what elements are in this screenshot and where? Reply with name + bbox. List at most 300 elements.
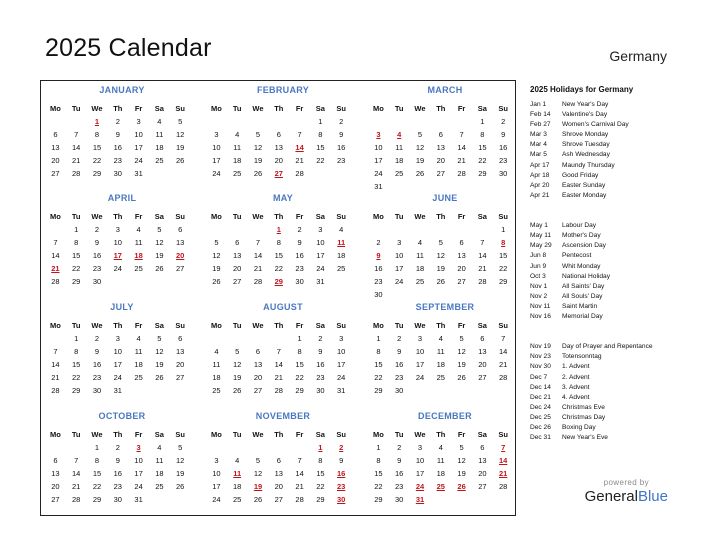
day-cell: 31: [134, 169, 143, 178]
day-cell: 9: [501, 130, 506, 139]
day-cell: 18: [155, 469, 164, 478]
day-cell: 28: [499, 373, 508, 382]
holiday-date: Jun 8: [530, 252, 547, 260]
day-cell: 29: [72, 277, 81, 286]
day-cell: 14: [51, 251, 60, 260]
day-cell: 20: [457, 264, 466, 273]
day-cell: 28: [72, 169, 81, 178]
day-cell: 11: [134, 238, 143, 247]
day-cell: 26: [155, 264, 164, 273]
day-cell: 6: [235, 238, 240, 247]
empty-day-cell: [493, 288, 514, 301]
day-cell: 17: [212, 482, 221, 491]
holiday-date: Nov 19: [530, 343, 551, 351]
holiday-date: Nov 1: [530, 282, 548, 290]
weekday-header: We: [252, 321, 264, 330]
holiday-name: Ascension Day: [562, 242, 606, 250]
day-cell: 1: [318, 117, 323, 126]
holiday-list-title: 2025 Holidays for Germany: [530, 85, 634, 94]
day-cell: 19: [155, 360, 164, 369]
day-cell: 23: [92, 373, 102, 382]
day-cell: 31: [374, 182, 383, 191]
month-title: JANUARY: [99, 85, 145, 95]
month-title: APRIL: [107, 193, 137, 203]
day-cell: 18: [233, 156, 242, 165]
day-cell: 26: [212, 277, 221, 286]
day-cell: 6: [438, 130, 443, 139]
empty-day-cell: [430, 180, 451, 193]
empty-day-cell: [410, 223, 431, 236]
month-title: AUGUST: [263, 302, 303, 312]
day-cell: 30: [113, 169, 122, 178]
day-cell: 6: [276, 456, 281, 465]
holiday-row: [530, 221, 706, 231]
weekday-header: Tu: [232, 430, 242, 439]
day-cell: 8: [297, 347, 302, 356]
day-cell: 7: [297, 130, 302, 139]
weekday-header: Th: [274, 321, 284, 330]
holiday-day-cell: 11: [337, 238, 346, 247]
empty-day-cell: [227, 223, 248, 236]
weekday-header: Th: [113, 430, 123, 439]
day-cell: 17: [113, 360, 122, 369]
empty-day-cell: [451, 493, 472, 506]
day-cell: 30: [113, 495, 122, 504]
day-cell: 10: [113, 238, 122, 247]
day-cell: 6: [255, 347, 261, 356]
empty-day-cell: [170, 275, 191, 288]
day-cell: 5: [157, 225, 162, 234]
weekday-header: Fr: [134, 321, 143, 330]
day-cell: 1: [74, 225, 79, 234]
day-cell: 7: [53, 347, 58, 356]
branding: [585, 478, 668, 505]
day-cell: 25: [415, 277, 425, 286]
empty-day-cell: [170, 167, 191, 180]
day-cell: 5: [255, 456, 261, 465]
weekday-header: Fr: [295, 430, 304, 439]
day-cell: 24: [113, 264, 122, 273]
month-day-grid: [206, 210, 360, 288]
holiday-date: Apr 21: [530, 191, 550, 199]
day-cell: 20: [51, 156, 60, 165]
day-cell: 23: [337, 156, 346, 165]
day-cell: 19: [176, 469, 185, 478]
day-cell: 7: [255, 238, 261, 247]
day-cell: 10: [415, 347, 425, 356]
day-cell: 3: [417, 334, 423, 343]
day-cell: 10: [316, 238, 325, 247]
holiday-row: [530, 312, 706, 322]
weekday-header: Sa: [154, 104, 164, 113]
day-cell: 1: [376, 334, 381, 343]
day-cell: 7: [53, 238, 58, 247]
empty-day-cell: [45, 223, 66, 236]
holiday-row: [530, 302, 706, 312]
day-cell: 22: [92, 482, 102, 491]
empty-day-cell: [170, 493, 191, 506]
holiday-date: Jun 9: [530, 262, 547, 270]
day-cell: 17: [374, 156, 383, 165]
holiday-day-cell: 23: [337, 482, 346, 491]
month-october: [45, 411, 199, 517]
day-cell: 12: [253, 143, 263, 152]
empty-day-cell: [128, 275, 149, 288]
day-cell: 18: [395, 156, 404, 165]
day-cell: 25: [212, 386, 221, 395]
empty-day-cell: [268, 441, 289, 454]
day-cell: 29: [295, 386, 304, 395]
day-cell: 31: [113, 386, 122, 395]
weekday-header: Sa: [315, 104, 325, 113]
day-cell: 13: [233, 251, 242, 260]
weekday-header: Mo: [372, 321, 384, 330]
day-cell: 7: [297, 456, 302, 465]
day-cell: 4: [417, 238, 423, 247]
day-cell: 18: [436, 360, 445, 369]
weekday-header: We: [414, 321, 426, 330]
weekday-header: We: [91, 212, 103, 221]
empty-day-cell: [410, 115, 431, 128]
empty-day-cell: [206, 115, 227, 128]
empty-day-cell: [149, 384, 170, 397]
day-cell: 29: [316, 495, 325, 504]
weekday-header: We: [91, 104, 103, 113]
day-cell: 26: [155, 373, 164, 382]
day-cell: 4: [235, 456, 240, 465]
day-cell: 12: [253, 469, 263, 478]
day-cell: 16: [113, 469, 122, 478]
day-cell: 2: [397, 334, 402, 343]
day-cell: 10: [337, 347, 346, 356]
weekday-header: Su: [175, 104, 185, 113]
day-cell: 25: [233, 169, 242, 178]
day-cell: 27: [176, 373, 185, 382]
weekday-header: Mo: [210, 104, 222, 113]
day-cell: 16: [92, 251, 102, 260]
holiday-day-cell: 3: [136, 443, 141, 452]
day-cell: 19: [253, 156, 263, 165]
day-cell: 14: [274, 360, 283, 369]
day-cell: 13: [274, 143, 283, 152]
holiday-day-cell: 19: [253, 482, 263, 491]
day-cell: 9: [339, 456, 344, 465]
day-cell: 24: [316, 264, 325, 273]
day-cell: 2: [376, 238, 381, 247]
day-cell: 27: [478, 373, 487, 382]
day-cell: 21: [478, 264, 487, 273]
day-cell: 8: [276, 238, 281, 247]
day-cell: 6: [178, 334, 183, 343]
holiday-row: [530, 130, 706, 140]
month-title: MARCH: [427, 85, 463, 95]
day-cell: 3: [318, 225, 323, 234]
holiday-name: Good Friday: [562, 171, 599, 179]
day-cell: 9: [115, 456, 120, 465]
day-cell: 3: [115, 225, 120, 234]
weekday-header: Mo: [372, 104, 384, 113]
holiday-name: National Holiday: [562, 272, 611, 280]
day-cell: 4: [136, 334, 141, 343]
day-cell: 25: [134, 264, 143, 273]
day-cell: 19: [212, 264, 221, 273]
day-cell: 23: [499, 156, 508, 165]
day-cell: 5: [178, 117, 183, 126]
empty-day-cell: [472, 384, 493, 397]
powered-by-label: powered by: [603, 478, 649, 487]
day-cell: 22: [374, 482, 383, 491]
holiday-name: Easter Monday: [562, 191, 607, 199]
day-cell: 8: [74, 238, 79, 247]
day-cell: 15: [374, 469, 383, 478]
day-cell: 16: [499, 143, 508, 152]
holiday-row: [530, 231, 706, 241]
holiday-name: All Souls' Day: [562, 292, 603, 300]
holiday-name: Memorial Day: [562, 312, 603, 320]
day-cell: 10: [134, 130, 143, 139]
empty-day-cell: [149, 167, 170, 180]
day-cell: 29: [374, 495, 383, 504]
empty-day-cell: [45, 441, 66, 454]
holiday-row: [530, 272, 706, 282]
empty-day-cell: [368, 223, 389, 236]
empty-day-cell: [66, 115, 87, 128]
empty-day-cell: [451, 180, 472, 193]
empty-day-cell: [451, 288, 472, 301]
day-cell: 24: [134, 156, 143, 165]
day-cell: 30: [316, 386, 325, 395]
weekday-header: Tu: [394, 104, 404, 113]
day-cell: 23: [395, 482, 404, 491]
holiday-date: Dec 21: [530, 393, 551, 401]
weekday-header: Sa: [477, 104, 487, 113]
holiday-day-cell: 16: [337, 469, 346, 478]
day-cell: 19: [457, 360, 466, 369]
day-cell: 1: [501, 225, 506, 234]
month-day-grid: [368, 319, 522, 397]
day-cell: 2: [501, 117, 506, 126]
holiday-row: [530, 120, 706, 130]
day-cell: 28: [478, 277, 487, 286]
day-cell: 12: [155, 238, 164, 247]
brand-name-part1: General: [584, 488, 638, 505]
weekday-header: Mo: [49, 430, 61, 439]
day-cell: 3: [136, 117, 141, 126]
day-cell: 12: [176, 130, 185, 139]
weekday-header: Sa: [154, 430, 164, 439]
holiday-date: Apr 17: [530, 161, 550, 169]
month-day-grid: [206, 102, 360, 180]
weekday-header: Fr: [134, 430, 143, 439]
day-cell: 13: [478, 456, 487, 465]
month-title: JULY: [110, 302, 134, 312]
empty-day-cell: [310, 167, 331, 180]
day-cell: 27: [51, 495, 60, 504]
empty-day-cell: [66, 441, 87, 454]
holiday-name: Easter Sunday: [562, 181, 606, 189]
weekday-header: Tu: [232, 321, 242, 330]
weekday-header: Fr: [295, 212, 304, 221]
holiday-day-cell: 20: [176, 251, 185, 260]
day-cell: 18: [212, 373, 221, 382]
day-cell: 26: [176, 482, 185, 491]
day-cell: 14: [72, 143, 81, 152]
day-cell: 24: [337, 373, 346, 382]
day-cell: 22: [478, 156, 487, 165]
holiday-name: Christmas Eve: [562, 403, 605, 411]
holiday-name: 2. Advent: [562, 373, 590, 381]
day-cell: 8: [480, 130, 485, 139]
holiday-day-cell: 24: [415, 482, 425, 491]
day-cell: 25: [436, 373, 445, 382]
day-cell: 19: [415, 156, 425, 165]
weekday-header: We: [252, 430, 264, 439]
day-cell: 4: [136, 225, 141, 234]
day-cell: 20: [478, 469, 487, 478]
day-cell: 23: [295, 264, 304, 273]
day-cell: 19: [457, 469, 466, 478]
day-cell: 9: [94, 347, 100, 356]
day-cell: 21: [457, 156, 466, 165]
day-cell: 12: [457, 347, 466, 356]
weekday-header: We: [414, 212, 426, 221]
day-cell: 10: [113, 347, 122, 356]
holiday-group-spacer: [530, 332, 706, 342]
day-cell: 2: [94, 334, 100, 343]
holiday-date: Dec 25: [530, 413, 551, 421]
day-cell: 11: [134, 347, 143, 356]
day-cell: 30: [395, 495, 404, 504]
holiday-date: Mar 3: [530, 131, 547, 139]
holiday-name: Whit Monday: [562, 262, 601, 270]
day-cell: 5: [255, 130, 261, 139]
holiday-name: 4. Advent: [562, 393, 590, 401]
empty-day-cell: [493, 493, 514, 506]
empty-day-cell: [451, 115, 472, 128]
day-cell: 28: [274, 386, 283, 395]
day-cell: 23: [374, 277, 383, 286]
day-cell: 14: [253, 251, 263, 260]
day-cell: 4: [157, 443, 162, 452]
empty-day-cell: [248, 223, 269, 236]
empty-day-cell: [248, 332, 269, 345]
holiday-list: [530, 84, 706, 443]
day-cell: 3: [214, 456, 219, 465]
month-day-grid: [206, 319, 360, 397]
day-cell: 24: [113, 373, 122, 382]
day-cell: 15: [316, 143, 325, 152]
weekday-header: Su: [498, 104, 508, 113]
day-cell: 12: [155, 347, 164, 356]
day-cell: 17: [337, 360, 346, 369]
holiday-date: Dec 24: [530, 403, 551, 411]
day-cell: 22: [499, 264, 508, 273]
day-cell: 29: [92, 495, 102, 504]
empty-day-cell: [368, 115, 389, 128]
holiday-day-cell: 18: [134, 251, 143, 260]
weekday-header: Fr: [134, 212, 143, 221]
holiday-row: [530, 342, 706, 352]
day-cell: 5: [178, 443, 183, 452]
month-title: DECEMBER: [418, 411, 472, 421]
day-cell: 1: [74, 334, 79, 343]
holiday-group-spacer: [530, 211, 706, 221]
weekday-header: Mo: [210, 212, 222, 221]
month-title: MAY: [272, 193, 294, 203]
day-cell: 27: [436, 169, 445, 178]
day-cell: 8: [74, 347, 79, 356]
empty-day-cell: [430, 115, 451, 128]
weekday-header: Su: [336, 321, 346, 330]
day-cell: 29: [374, 386, 383, 395]
day-cell: 19: [233, 373, 242, 382]
empty-day-cell: [227, 441, 248, 454]
day-cell: 11: [416, 251, 424, 260]
holiday-name: Ash Wednesday: [562, 151, 610, 159]
day-cell: 27: [478, 482, 487, 491]
day-cell: 16: [295, 251, 304, 260]
day-cell: 7: [74, 456, 79, 465]
empty-day-cell: [451, 223, 472, 236]
day-cell: 6: [53, 130, 58, 139]
holiday-row: [530, 403, 706, 413]
day-cell: 8: [376, 347, 381, 356]
day-cell: 12: [212, 251, 221, 260]
day-cell: 23: [113, 156, 122, 165]
day-cell: 20: [51, 482, 60, 491]
day-cell: 13: [51, 469, 60, 478]
day-cell: 12: [457, 456, 466, 465]
day-cell: 1: [376, 443, 381, 452]
holiday-name: Shrove Monday: [562, 131, 609, 139]
holiday-name: New Year's Eve: [562, 434, 608, 442]
day-cell: 15: [316, 469, 325, 478]
weekday-header: We: [91, 430, 103, 439]
day-cell: 18: [155, 143, 164, 152]
holiday-date: Apr 20: [530, 181, 550, 189]
empty-day-cell: [451, 384, 472, 397]
day-cell: 10: [374, 143, 383, 152]
holiday-day-cell: 14: [499, 456, 508, 465]
holiday-name: Maundy Thursday: [562, 161, 615, 169]
weekday-header: Fr: [457, 212, 466, 221]
holiday-row: [530, 161, 706, 171]
weekday-header: Mo: [49, 104, 61, 113]
month-july: [45, 302, 199, 408]
weekday-header: Mo: [49, 212, 61, 221]
day-cell: 12: [233, 360, 242, 369]
day-cell: 22: [374, 373, 383, 382]
holiday-day-cell: 29: [274, 277, 283, 286]
day-cell: 18: [436, 469, 445, 478]
holiday-row: [530, 352, 706, 362]
holiday-name: Saint Martin: [562, 302, 598, 310]
day-cell: 20: [176, 360, 185, 369]
holiday-name: Women's Carnival Day: [562, 121, 629, 129]
empty-day-cell: [206, 441, 227, 454]
holiday-row: [530, 171, 706, 181]
empty-day-cell: [268, 115, 289, 128]
weekday-header: Tu: [71, 321, 81, 330]
empty-day-cell: [430, 223, 451, 236]
weekday-header: Tu: [394, 430, 404, 439]
day-cell: 11: [233, 143, 242, 152]
holiday-date: Dec 26: [530, 424, 551, 431]
weekday-header: We: [414, 430, 426, 439]
day-cell: 26: [253, 169, 263, 178]
empty-day-cell: [149, 275, 170, 288]
holiday-name: All Saints' Day: [562, 282, 605, 290]
